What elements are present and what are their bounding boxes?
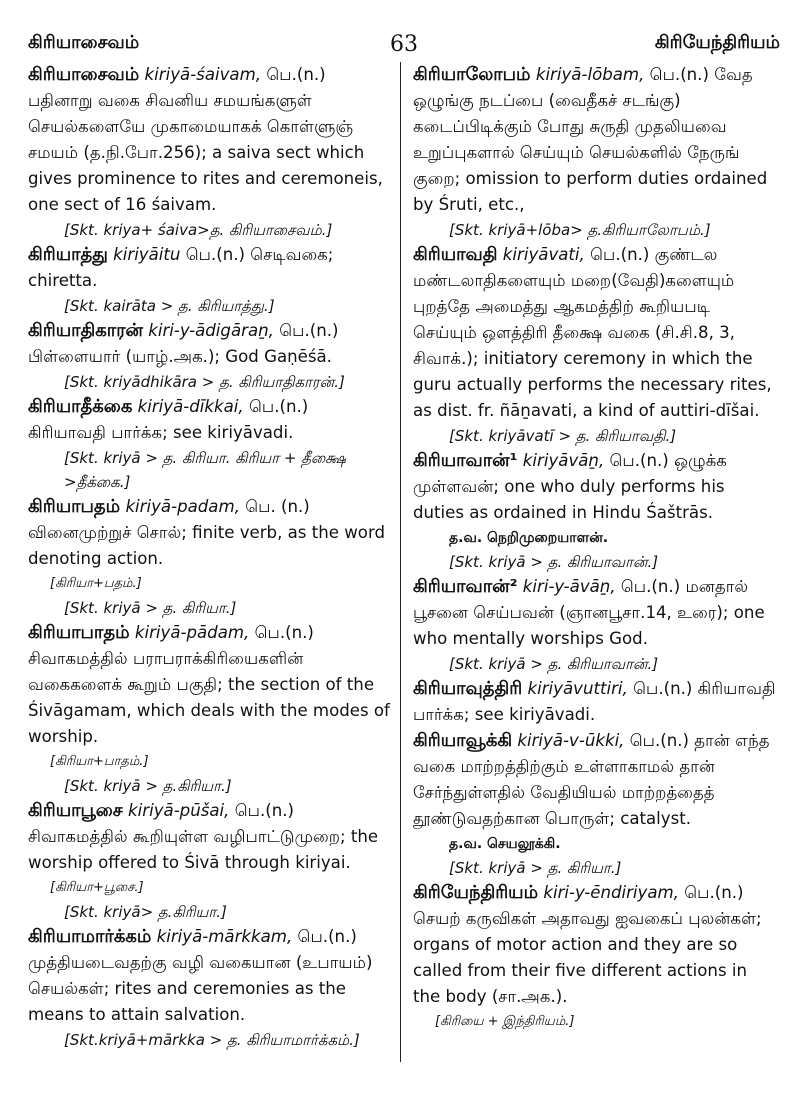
entry-equivalent: த.வ. செயலூக்கி. bbox=[449, 836, 561, 852]
entry-headword: கிரியாபூசை bbox=[28, 800, 123, 821]
entry-definition: கிரியாவதி பார்க்க; see kiriyāvadi. bbox=[413, 679, 776, 724]
entry-headword: கிரியாவான்¹ bbox=[413, 450, 518, 471]
entry-transliteration: kiriyāitu bbox=[113, 245, 181, 264]
dictionary-entry bbox=[413, 880, 776, 1010]
dictionary-entry bbox=[28, 242, 391, 294]
entry-definition: வினைமுற்றுச் சொல்; finite verb, as the word denoting action. bbox=[28, 523, 386, 568]
entry-definition: பதினாறு வகை சிவனிய சமயங்களுள் செயல்களையே முகாமையாகக் கொள்ளுஞ் சமயம் (த.நி.போ.256); a saiva sect which gives prominence to rites and ceremoneis, one sect of 16 śaivam. bbox=[28, 91, 383, 214]
entry-headword: கிரியாத்து bbox=[28, 244, 108, 265]
entry-definition: தான் எந்த வகை மாற்றத்திற்கும் உள்ளாகாமல் தான் சேர்ந்துள்ளதில் வேதியியல் மாற்றத்தைத் தூண்டுவதற்கான பொருள்; catalyst. bbox=[413, 731, 770, 828]
entry-grammar: பெ.(n.) bbox=[248, 397, 309, 416]
entry-compound: [கிரியை + இந்திரியம்.] bbox=[435, 1014, 575, 1029]
entry-source: [Skt. kriyā > த.கிரியா.] bbox=[64, 777, 232, 795]
entry-grammar: பெ.(n.) bbox=[254, 623, 314, 642]
entry-compound: [கிரியா+பூசை.] bbox=[50, 880, 144, 895]
entry-transliteration: kiriyā-padam, bbox=[125, 497, 240, 516]
entry-source: [Skt. kriyā> த.கிரியா.] bbox=[64, 903, 227, 921]
entry-transliteration: kiri-y-āvāṉ, bbox=[522, 577, 616, 596]
entry-transliteration: kiriyāvati, bbox=[502, 245, 585, 264]
dictionary-entry bbox=[413, 728, 776, 832]
entry-grammar: பெ.(n.) bbox=[684, 883, 744, 902]
entry-transliteration: kiriyāvāṉ, bbox=[522, 451, 605, 470]
dictionary-entry bbox=[28, 494, 391, 572]
entry-headword: கிரியாவூக்கி bbox=[413, 730, 513, 751]
entry-source: [Skt. kriyā > த. கிரியாவான்.] bbox=[449, 553, 659, 571]
entry-headword: கிரியாதீக்கை bbox=[28, 396, 133, 417]
entry-source: [Skt. kriyā > த. கிரியா.] bbox=[449, 859, 622, 877]
entry-grammar: பெ.(n.) bbox=[279, 321, 339, 340]
running-head-left: கிரியாசைவம் bbox=[28, 32, 140, 53]
right-column bbox=[413, 62, 776, 1072]
dictionary-entry bbox=[413, 62, 776, 218]
entry-source: [Skt. kriya+ śaiva>த. கிரியாசைவம்.] bbox=[64, 221, 333, 239]
entry-transliteration: kiriyā-dīkkai, bbox=[137, 397, 244, 416]
entry-grammar: பெ.(n.) bbox=[590, 245, 650, 264]
entry-grammar: பெ.(n.) bbox=[266, 65, 326, 84]
dictionary-entry bbox=[28, 318, 391, 370]
entry-headword: கிரியாசைவம் bbox=[28, 64, 140, 85]
entry-grammar: பெ.(n.) bbox=[633, 679, 693, 698]
entry-transliteration: kiriyā-pādam, bbox=[134, 623, 250, 642]
entry-headword: கிரியேந்திரியம் bbox=[413, 882, 539, 903]
entry-source: [Skt. kriyādhikāra > த. கிரியாதிகாரன்.] bbox=[64, 373, 345, 391]
entry-headword: கிரியாபாதம் bbox=[28, 622, 130, 643]
entry-definition: சிவாகமத்தில் பராபராக்கிரியைகளின் வகைகளைக் கூறும் பகுதி; the section of the Śivāgamam, which deals with the modes of worship. bbox=[28, 649, 390, 746]
dictionary-entry bbox=[413, 448, 776, 526]
entry-source: [Skt.kriyā+mārkka > த. கிரியாமார்க்கம்.] bbox=[64, 1031, 360, 1049]
running-head-right: கிரியேந்திரியம் bbox=[654, 32, 780, 53]
entry-definition: கிரியாவதி பார்க்க; see kiriyāvadi. bbox=[28, 423, 294, 442]
entry-grammar: பெ.(n.) bbox=[297, 927, 357, 946]
entry-definition: குண்டல மண்டலாதிகளையும் மறை(வேதி)களையும் புறத்தே அமைத்து ஆகமத்திற் கூறியபடி செய்யும் ஒளத்திரி தீக்ஷை வகை (சி.சி.8, 3, சிவாக்.); initiatory ceremony in which the guru actually performs the necessary rites, as dist. fr. ñāṉavati, a kind of auttiri-dīšai. bbox=[413, 245, 772, 420]
entry-grammar: பெ.(n.) bbox=[649, 65, 709, 84]
entry-grammar: பெ. (n.) bbox=[245, 497, 310, 516]
entry-transliteration: kiri-y-ādigāraṉ, bbox=[148, 321, 274, 340]
entry-source: [Skt. kriyāvatī > த. கிரியாவதி.] bbox=[449, 427, 677, 445]
entry-headword: கிரியாமார்க்கம் bbox=[28, 926, 152, 947]
dictionary-entry bbox=[28, 924, 391, 1028]
entry-source: [Skt. kriyā+lōba> த.கிரியாலோபம்.] bbox=[449, 221, 711, 239]
entry-compound: [கிரியா+பதம்.] bbox=[50, 576, 142, 591]
entry-headword: கிரியாவான்² bbox=[413, 576, 518, 597]
entry-headword: கிரியாபதம் bbox=[28, 496, 121, 517]
entry-definition: செடிவகை; chiretta. bbox=[28, 245, 334, 290]
entry-grammar: பெ.(n.) bbox=[620, 577, 681, 596]
entry-source: [Skt. kriyā > த. கிரியாவான்.] bbox=[449, 655, 659, 673]
entry-grammar: பெ.(n.) bbox=[185, 245, 245, 264]
entry-transliteration: kiriyā-śaivam, bbox=[144, 65, 262, 84]
dictionary-entry bbox=[28, 394, 391, 446]
entry-headword: கிரியாதிகாரன் bbox=[28, 320, 143, 341]
entry-grammar: பெ.(n.) bbox=[609, 451, 669, 470]
entry-transliteration: kiriyā-pūšai, bbox=[128, 801, 230, 820]
dictionary-entry bbox=[413, 676, 776, 728]
entry-definition: பிள்ளையார் (யாழ்.அக.); God Gaṇēśā. bbox=[28, 347, 332, 366]
entry-compound: [கிரியா+பாதம்.] bbox=[50, 754, 149, 769]
entry-source: [Skt. kriyā > த. கிரியா. கிரியா + தீக்ஷை >தீக்கை.] bbox=[64, 449, 346, 491]
entry-definition: மனதால் பூசனை செய்பவன் (ஞானபூசா.14, உரை); one who mentally worships God. bbox=[413, 577, 765, 648]
entry-transliteration: kiriyā-v-ūkki, bbox=[517, 731, 625, 750]
page-header bbox=[28, 32, 780, 62]
entry-definition: ஒழுக்க முள்ளவன்; one who duly performs his duties as ordained in Hindu Śaštrās. bbox=[413, 451, 727, 522]
entry-definition: முத்தியடைவதற்கு வழி வகையான (உபாயம்) செயல்கள்; rites and ceremonies as the means to attain salvation. bbox=[28, 953, 373, 1024]
entry-source: [Skt. kriyā > த. கிரியா.] bbox=[64, 599, 237, 617]
entry-definition: சிவாகமத்தில் கூறியுள்ள வழிபாட்டுமுறை; the worship offered to Śivā through kiriyai. bbox=[28, 827, 379, 872]
dictionary-entry bbox=[413, 242, 776, 424]
dictionary-entry bbox=[28, 62, 391, 218]
entry-headword: கிரியாவுத்திரி bbox=[413, 678, 523, 699]
entry-definition: வேத ஒழுங்கு நடப்பை (வைதீகச் சடங்கு) கடைப்பிடிக்கும் போது சுருதி முதலியவை உறுப்புகளால் செய்யும் செயல்களில் நேருங் குறை; omission to perform duties ordained by Śruti, etc., bbox=[413, 65, 768, 214]
entry-transliteration: kiriyā-mārkkam, bbox=[156, 927, 293, 946]
entry-headword: கிரியாலோபம் bbox=[413, 64, 531, 85]
entry-definition: செயற் கருவிகள் அதாவது ஐவகைப் புலன்கள்; organs of motor action and they are so called from their five different actions in the body (சா.அக.). bbox=[413, 909, 762, 1006]
dictionary-entry bbox=[413, 574, 776, 652]
left-column bbox=[28, 62, 391, 1072]
entry-grammar: பெ.(n.) bbox=[629, 731, 690, 750]
entry-equivalent: த.வ. நெறிமுறையாளன். bbox=[449, 530, 609, 546]
entry-headword: கிரியாவதி bbox=[413, 244, 498, 265]
dictionary-entry bbox=[28, 798, 391, 876]
entry-grammar: பெ.(n.) bbox=[234, 801, 294, 820]
entry-transliteration: kiriyā-lōbam, bbox=[535, 65, 645, 84]
entry-transliteration: kiri-y-ēndiriyam, bbox=[543, 883, 679, 902]
column-divider bbox=[400, 62, 401, 1062]
entry-transliteration: kiriyāvuttiri, bbox=[527, 679, 628, 698]
entry-source: [Skt. kairāta > த. கிரியாத்து.] bbox=[64, 297, 275, 315]
page-number: 63 bbox=[390, 32, 418, 57]
dictionary-entry bbox=[28, 620, 391, 750]
